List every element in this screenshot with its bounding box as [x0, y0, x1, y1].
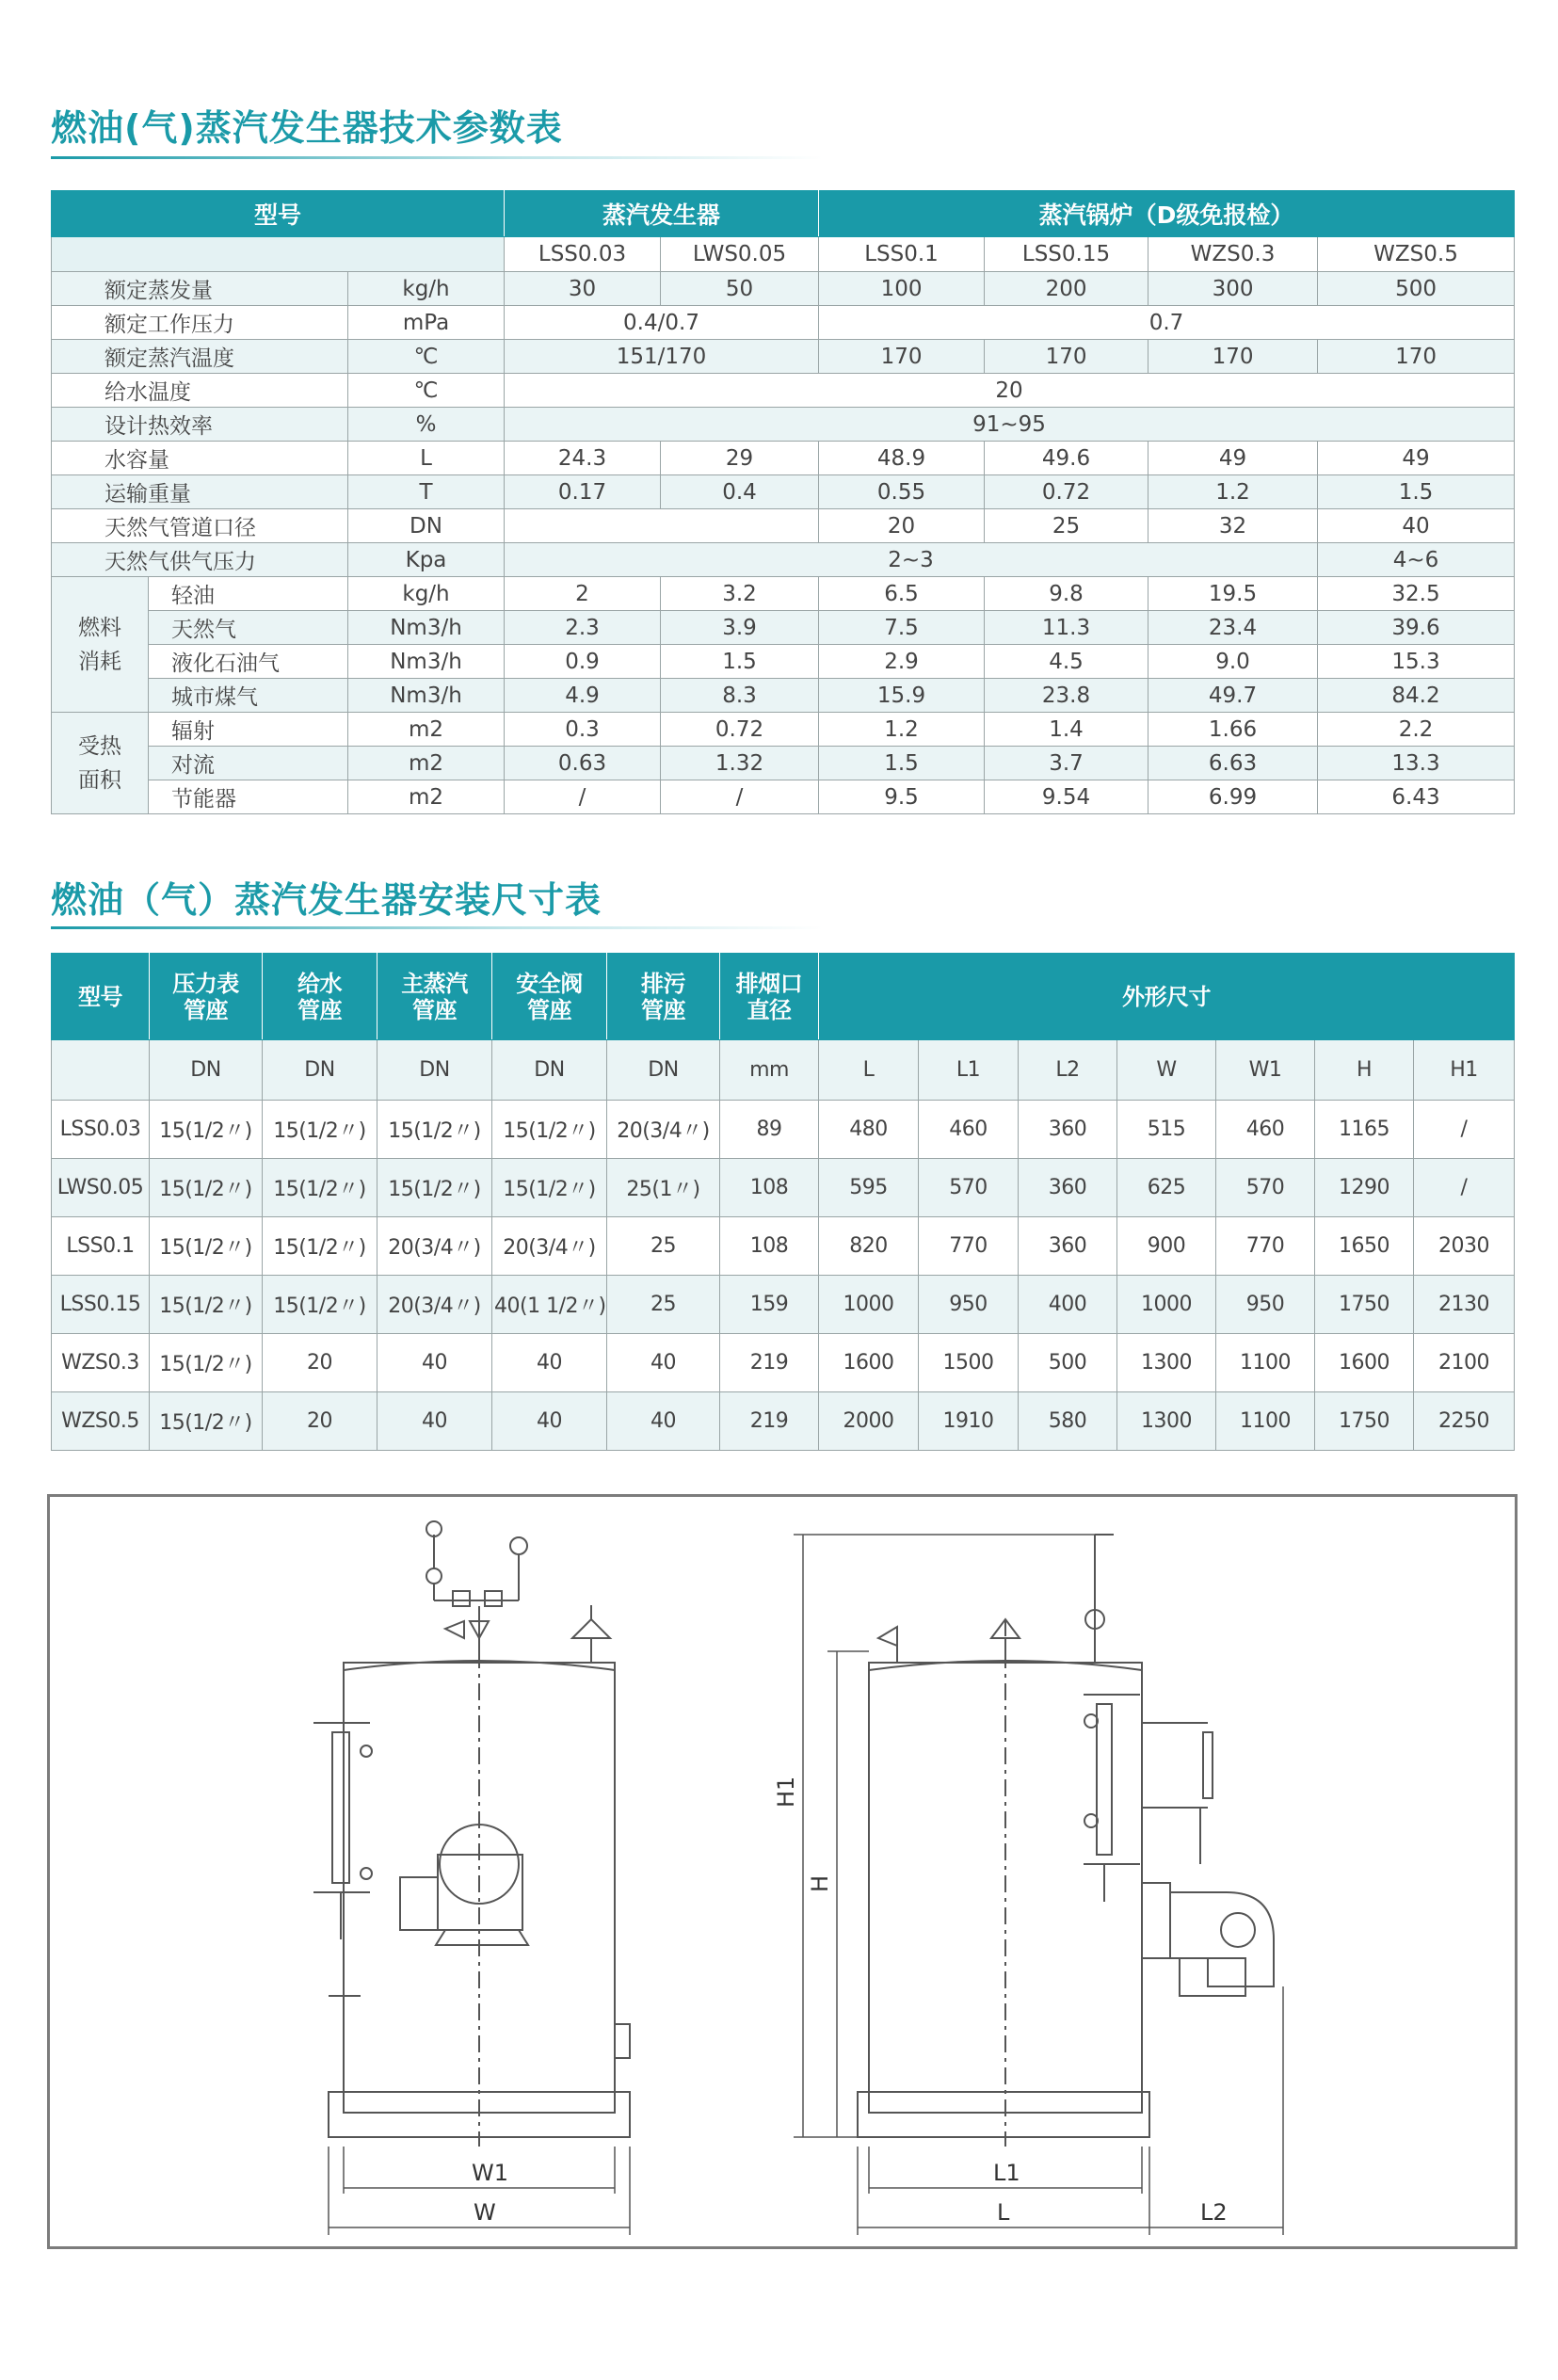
cell: 6.63: [1148, 747, 1318, 780]
cell: 29: [661, 442, 819, 475]
cell: 25: [607, 1217, 720, 1276]
title-divider: [51, 156, 823, 159]
cell: 460: [1216, 1101, 1315, 1159]
cell: 1.2: [819, 713, 985, 747]
model-name: LSS0.15: [985, 237, 1148, 272]
dim-label-l2: L2: [1200, 2199, 1228, 2226]
cell: 9.54: [985, 780, 1148, 814]
table-row: [52, 340, 1515, 374]
cell: 360: [1019, 1159, 1117, 1217]
unit-cell: H: [1315, 1040, 1414, 1101]
table-row: [52, 442, 1515, 475]
installation-dimensions-table: [51, 953, 1515, 1451]
cell: 40: [492, 1334, 607, 1392]
cell: 20(3/4〃): [607, 1101, 720, 1159]
cell: 0.72: [985, 475, 1148, 509]
cell: 0.4: [661, 475, 819, 509]
level-switch: [1203, 1732, 1213, 1798]
cell: 20: [263, 1392, 377, 1451]
cell: 1300: [1117, 1392, 1216, 1451]
burner-base: [1180, 1958, 1245, 1996]
cell: 360: [1019, 1217, 1117, 1276]
row-unit: DN: [348, 509, 505, 543]
cell: 4.9: [505, 679, 661, 713]
cell: 15(1/2〃): [263, 1101, 377, 1159]
cell: 49.7: [1148, 679, 1318, 713]
unit-cell: DN: [377, 1040, 492, 1101]
cell: 1100: [1216, 1392, 1315, 1451]
cell: 2~3: [505, 543, 1318, 577]
cell: 15.9: [819, 679, 985, 713]
burner-flange: [1142, 1883, 1170, 1958]
cell: 170: [985, 340, 1148, 374]
row-label: 城市煤气: [149, 679, 348, 713]
row-label: 天然气供气压力: [52, 543, 348, 577]
cell: 1600: [1315, 1334, 1414, 1392]
cell: 15(1/2〃): [263, 1159, 377, 1217]
cell: 6.99: [1148, 780, 1318, 814]
cell: 15(1/2〃): [492, 1101, 607, 1159]
row-unit: Nm3/h: [348, 679, 505, 713]
row-unit: m2: [348, 747, 505, 780]
cell: 20(3/4〃): [492, 1217, 607, 1276]
cell: 25(1〃): [607, 1159, 720, 1217]
model-name: LWS0.05: [661, 237, 819, 272]
table-row: [52, 1276, 1515, 1334]
cell: 0.55: [819, 475, 985, 509]
cell: 2000: [819, 1392, 919, 1451]
cell: 1650: [1315, 1217, 1414, 1276]
row-unit: kg/h: [348, 272, 505, 306]
cell: 1100: [1216, 1334, 1315, 1392]
unit-cell: H1: [1414, 1040, 1515, 1101]
cell: 50: [661, 272, 819, 306]
cell: 950: [1216, 1276, 1315, 1334]
cell: 1300: [1117, 1334, 1216, 1392]
cell: 170: [1318, 340, 1515, 374]
unit-cell: DN: [607, 1040, 720, 1101]
cell: 159: [720, 1276, 819, 1334]
cell: 91~95: [505, 408, 1515, 442]
valve-icon: [426, 1521, 442, 1536]
cell: 0.17: [505, 475, 661, 509]
cell: 89: [720, 1101, 819, 1159]
cell: 770: [1216, 1217, 1315, 1276]
generator-group-header: 蒸汽发生器: [505, 191, 819, 237]
unit-cell: [52, 1040, 150, 1101]
cell: 20: [505, 374, 1515, 408]
dim-label-h: H: [807, 1874, 833, 1892]
cell: 3.7: [985, 747, 1148, 780]
cell: 1.5: [1318, 475, 1515, 509]
burner-motor: [400, 1877, 438, 1930]
table-row: [52, 374, 1515, 408]
cell: 9.8: [985, 577, 1148, 611]
cell: 6.43: [1318, 780, 1515, 814]
cell: 19.5: [1148, 577, 1318, 611]
row-label: 液化石油气: [149, 645, 348, 679]
row-unit: %: [348, 408, 505, 442]
col-header: 排烟口直径: [720, 954, 819, 1040]
cell: 30: [505, 272, 661, 306]
col-header: 给水管座: [263, 954, 377, 1040]
cell: 6.5: [819, 577, 985, 611]
valve-icon: [1084, 1714, 1098, 1728]
cell: 15(1/2〃): [150, 1392, 263, 1451]
cell: 580: [1019, 1392, 1117, 1451]
cell: 1910: [919, 1392, 1019, 1451]
table-row: [52, 747, 1515, 780]
pressure-gauge-icon: [510, 1537, 527, 1554]
cell: 200: [985, 272, 1148, 306]
cell: 20(3/4〃): [377, 1217, 492, 1276]
row-unit: T: [348, 475, 505, 509]
cell: 9.5: [819, 780, 985, 814]
cell: 151/170: [505, 340, 819, 374]
model-cell: WZS0.3: [52, 1334, 150, 1392]
boiler-schematic-drawing: [47, 1494, 1518, 2249]
outlet-icon: [615, 2024, 630, 2058]
cell: [505, 509, 819, 543]
cell: 2.2: [1318, 713, 1515, 747]
dim-label-h1: H1: [773, 1776, 799, 1808]
cell: 770: [919, 1217, 1019, 1276]
table-row: [52, 1217, 1515, 1276]
cell: 20(3/4〃): [377, 1276, 492, 1334]
model-cell: LSS0.1: [52, 1217, 150, 1276]
model-name: WZS0.3: [1148, 237, 1318, 272]
cell: 9.0: [1148, 645, 1318, 679]
cell: 2250: [1414, 1392, 1515, 1451]
valve-icon: [878, 1627, 897, 1646]
cell: 15(1/2〃): [377, 1101, 492, 1159]
unit-cell: mm: [720, 1040, 819, 1101]
col-header: 主蒸汽管座: [377, 954, 492, 1040]
cell: 460: [919, 1101, 1019, 1159]
cell: 219: [720, 1334, 819, 1392]
cell: 480: [819, 1101, 919, 1159]
section1-title: 燃油(气)蒸汽发生器技术参数表: [51, 107, 563, 149]
table-row: [52, 645, 1515, 679]
cell: 49.6: [985, 442, 1148, 475]
fuel-group-label: 燃料消耗: [52, 577, 149, 713]
cell: 219: [720, 1392, 819, 1451]
cell: 40: [377, 1392, 492, 1451]
row-label: 节能器: [149, 780, 348, 814]
valve-icon: [485, 1591, 502, 1606]
cell: 3.2: [661, 577, 819, 611]
cell: 48.9: [819, 442, 985, 475]
row-label: 给水温度: [52, 374, 348, 408]
cell: 15(1/2〃): [150, 1159, 263, 1217]
row-unit: Nm3/h: [348, 611, 505, 645]
cell: 108: [720, 1159, 819, 1217]
table-row: [52, 577, 1515, 611]
row-unit: Kpa: [348, 543, 505, 577]
cell: 4.5: [985, 645, 1148, 679]
cell: 15(1/2〃): [263, 1217, 377, 1276]
water-level-gauge: [332, 1732, 349, 1883]
cell: 7.5: [819, 611, 985, 645]
cell: 4~6: [1318, 543, 1515, 577]
row-label: 设计热效率: [52, 408, 348, 442]
cell: 40: [607, 1334, 720, 1392]
cell: 11.3: [985, 611, 1148, 645]
gauge-icon: [426, 1568, 442, 1584]
burner-base: [436, 1930, 528, 1945]
table-row: [52, 543, 1515, 577]
cell: 1.66: [1148, 713, 1318, 747]
cell: 49: [1318, 442, 1515, 475]
cell: 15(1/2〃): [492, 1159, 607, 1217]
row-unit: ℃: [348, 374, 505, 408]
cell: 570: [1216, 1159, 1315, 1217]
table-row: [52, 713, 1515, 747]
section2-title: 燃油（气）蒸汽发生器安装尺寸表: [51, 879, 602, 921]
cell: 515: [1117, 1101, 1216, 1159]
row-unit: kg/h: [348, 577, 505, 611]
cell: 2100: [1414, 1334, 1515, 1392]
cell: 2.9: [819, 645, 985, 679]
row-unit: ℃: [348, 340, 505, 374]
side-view: [773, 1535, 1283, 2235]
table-row: [52, 408, 1515, 442]
cell: 1.2: [1148, 475, 1318, 509]
cell: 0.9: [505, 645, 661, 679]
model-name: WZS0.5: [1318, 237, 1515, 272]
col-header-dimensions: 外形尺寸: [819, 954, 1515, 1040]
cell: 8.3: [661, 679, 819, 713]
cell: 3.9: [661, 611, 819, 645]
row-label: 天然气: [149, 611, 348, 645]
cell: 40(1 1/2〃): [492, 1276, 607, 1334]
cell: 2030: [1414, 1217, 1515, 1276]
unit-cell: W1: [1216, 1040, 1315, 1101]
table-row: [52, 1334, 1515, 1392]
cell: 595: [819, 1159, 919, 1217]
cell: 32.5: [1318, 577, 1515, 611]
cell: 1000: [819, 1276, 919, 1334]
cell: /: [1414, 1101, 1515, 1159]
valve-icon: [1084, 1814, 1098, 1827]
table-row: [52, 475, 1515, 509]
safety-valve-icon: [572, 1619, 610, 1638]
cell: 570: [919, 1159, 1019, 1217]
cell: 500: [1019, 1334, 1117, 1392]
cell: 15.3: [1318, 645, 1515, 679]
cell: 0.4/0.7: [505, 306, 819, 340]
cell: 108: [720, 1217, 819, 1276]
model-cell: LSS0.15: [52, 1276, 150, 1334]
cell: 40: [492, 1392, 607, 1451]
valve-icon: [361, 1745, 372, 1757]
row-unit: m2: [348, 780, 505, 814]
row-label: 水容量: [52, 442, 348, 475]
col-header: 安全阀管座: [492, 954, 607, 1040]
valve-icon: [361, 1868, 372, 1879]
col-header: 排污管座: [607, 954, 720, 1040]
cell: 400: [1019, 1276, 1117, 1334]
cell: 170: [819, 340, 985, 374]
cell: 15(1/2〃): [150, 1217, 263, 1276]
table-row: [52, 272, 1515, 306]
dim-label-l: L: [997, 2199, 1010, 2226]
row-unit: mPa: [348, 306, 505, 340]
cell: 820: [819, 1217, 919, 1276]
unit-cell: L: [819, 1040, 919, 1101]
row-label: 额定蒸发量: [52, 272, 348, 306]
cell: 1500: [919, 1334, 1019, 1392]
front-view: [313, 1521, 630, 2235]
cell: 15(1/2〃): [263, 1276, 377, 1334]
cell: 900: [1117, 1217, 1216, 1276]
cell: 1165: [1315, 1101, 1414, 1159]
unit-cell: DN: [263, 1040, 377, 1101]
cell: 15(1/2〃): [150, 1276, 263, 1334]
cell: 24.3: [505, 442, 661, 475]
cell: 20: [263, 1334, 377, 1392]
cell: 15(1/2〃): [150, 1101, 263, 1159]
boiler-group-header: 蒸汽锅炉（D级免报检）: [819, 191, 1515, 237]
cell: 25: [985, 509, 1148, 543]
cell: /: [1414, 1159, 1515, 1217]
cell: 100: [819, 272, 985, 306]
cell: 1.5: [661, 645, 819, 679]
col-header: 压力表管座: [150, 954, 263, 1040]
cell: 23.4: [1148, 611, 1318, 645]
cell: 300: [1148, 272, 1318, 306]
cell: 15(1/2〃): [150, 1334, 263, 1392]
burner-icon: [1221, 1913, 1255, 1947]
row-label: 轻油: [149, 577, 348, 611]
valve-icon: [453, 1591, 470, 1606]
model-cell: LSS0.03: [52, 1101, 150, 1159]
cell: 1600: [819, 1334, 919, 1392]
cell: 49: [1148, 442, 1318, 475]
cell: 1.32: [661, 747, 819, 780]
table-row: [52, 1101, 1515, 1159]
model-header: 型号: [52, 191, 505, 237]
unit-cell: DN: [150, 1040, 263, 1101]
cell: 0.63: [505, 747, 661, 780]
dim-label-w1: W1: [472, 2160, 508, 2186]
table-row: [52, 679, 1515, 713]
cell: 2: [505, 577, 661, 611]
dim-label-l1: L1: [993, 2160, 1020, 2186]
cell: 625: [1117, 1159, 1216, 1217]
model-cell: LWS0.05: [52, 1159, 150, 1217]
blank-cell: [52, 237, 505, 272]
technical-parameters-table: [51, 190, 1515, 814]
row-label: 额定蒸汽温度: [52, 340, 348, 374]
cell: 32: [1148, 509, 1318, 543]
cell: 0.7: [819, 306, 1515, 340]
cell: 170: [1148, 340, 1318, 374]
cell: 1290: [1315, 1159, 1414, 1217]
cell: 1.4: [985, 713, 1148, 747]
col-header-model: 型号: [52, 954, 150, 1040]
row-label: 对流: [149, 747, 348, 780]
cell: 1.5: [819, 747, 985, 780]
model-name: LSS0.03: [505, 237, 661, 272]
unit-cell: W: [1117, 1040, 1216, 1101]
unit-cell: DN: [492, 1040, 607, 1101]
schematic-svg: [50, 1497, 1515, 2246]
cell: 2.3: [505, 611, 661, 645]
model-name: LSS0.1: [819, 237, 985, 272]
cell: 39.6: [1318, 611, 1515, 645]
unit-cell: L1: [919, 1040, 1019, 1101]
cell: 360: [1019, 1101, 1117, 1159]
table-row: [52, 306, 1515, 340]
cell: 20: [819, 509, 985, 543]
table-row: [52, 780, 1515, 814]
cell: 0.72: [661, 713, 819, 747]
cell: 1750: [1315, 1276, 1414, 1334]
model-cell: WZS0.5: [52, 1392, 150, 1451]
row-unit: Nm3/h: [348, 645, 505, 679]
row-unit: m2: [348, 713, 505, 747]
cell: 25: [607, 1276, 720, 1334]
cell: 2130: [1414, 1276, 1515, 1334]
table-row: [52, 611, 1515, 645]
cell: 84.2: [1318, 679, 1515, 713]
row-label: 天然气管道口径: [52, 509, 348, 543]
water-level-gauge: [1097, 1704, 1112, 1855]
cell: 500: [1318, 272, 1515, 306]
row-label: 辐射: [149, 713, 348, 747]
table-row: [52, 1159, 1515, 1217]
row-label: 运输重量: [52, 475, 348, 509]
cell: 13.3: [1318, 747, 1515, 780]
table-row: [52, 1392, 1515, 1451]
table-row: [52, 509, 1515, 543]
cell: 40: [607, 1392, 720, 1451]
cell: 15(1/2〃): [377, 1159, 492, 1217]
cell: 40: [377, 1334, 492, 1392]
row-label: 额定工作压力: [52, 306, 348, 340]
cell: 40: [1318, 509, 1515, 543]
row-unit: L: [348, 442, 505, 475]
side-base: [858, 2092, 1149, 2137]
cell: 0.3: [505, 713, 661, 747]
unit-cell: L2: [1019, 1040, 1117, 1101]
cell: 1000: [1117, 1276, 1216, 1334]
cell: 950: [919, 1276, 1019, 1334]
burner-housing: [1170, 1892, 1274, 1986]
cell: 23.8: [985, 679, 1148, 713]
title-divider: [51, 926, 823, 929]
cell: 1750: [1315, 1392, 1414, 1451]
dim-label-w: W: [474, 2199, 496, 2226]
cell: /: [505, 780, 661, 814]
heat-group-label: 受热面积: [52, 713, 149, 814]
cell: /: [661, 780, 819, 814]
valve-icon: [445, 1621, 464, 1638]
